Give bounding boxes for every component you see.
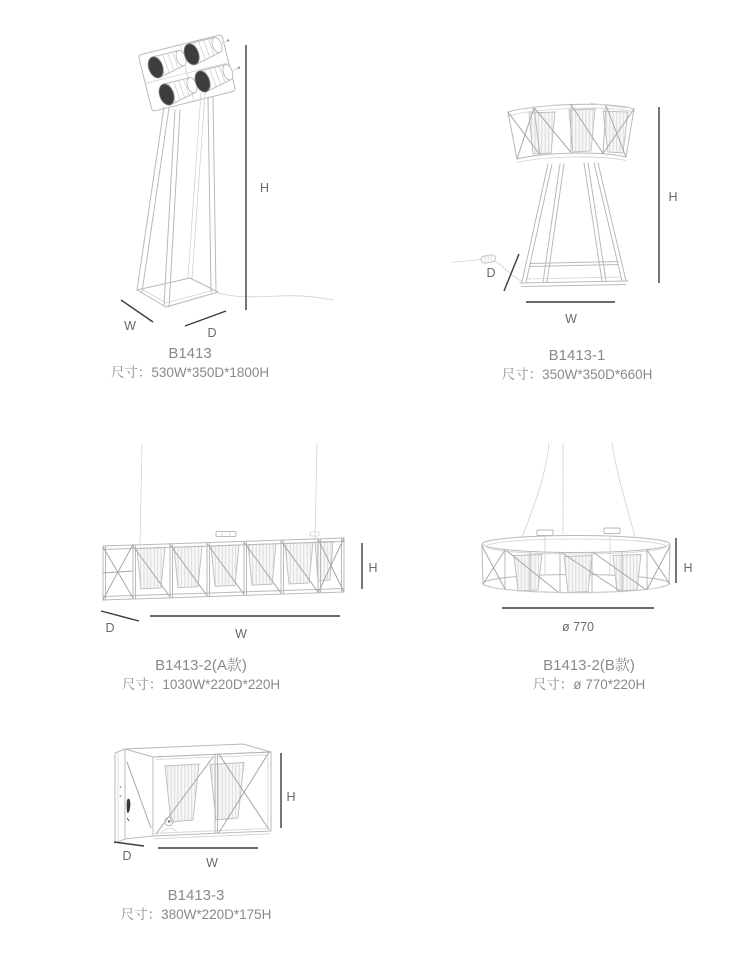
suspension-wires <box>140 443 317 544</box>
floor-lamp-head <box>138 29 247 112</box>
depth-dim-label: D <box>122 849 132 863</box>
size-label: 尺寸：350W*350D*660H <box>501 367 653 382</box>
table-lamp-drawing <box>430 88 690 340</box>
height-dim-label: H <box>683 561 693 575</box>
pleated-shades <box>165 763 244 823</box>
box-frame <box>125 744 271 839</box>
wall-lamp-drawing <box>80 730 310 882</box>
dark-marking <box>127 799 131 813</box>
depth-dimension-line <box>504 254 519 291</box>
linear-pendant-drawing <box>85 430 385 645</box>
model-label: B1413-3 <box>167 887 225 904</box>
depth-dimension-line <box>114 842 144 846</box>
model-label: B1413-1 <box>548 347 606 364</box>
width-dim-label: W <box>206 856 218 870</box>
model-label: B1413-2(B款) <box>543 657 635 674</box>
suspension-wires <box>522 443 635 538</box>
product-caption <box>437 346 717 384</box>
width-dim-label: W <box>565 312 577 326</box>
height-dim-label: H <box>368 561 378 575</box>
power-cable <box>218 293 333 300</box>
floor-lamp-drawing <box>55 18 355 340</box>
round-pendant-drawing <box>425 428 720 645</box>
height-dim-label: H <box>286 790 296 804</box>
wall-mount-plate <box>115 749 130 843</box>
depth-dimension-line <box>185 311 226 326</box>
depth-dim-label: D <box>207 326 217 340</box>
model-label: B1413-2(A款) <box>155 657 247 674</box>
size-label: 尺寸：530W*350D*1800H <box>110 365 270 380</box>
height-dim-label: H <box>668 190 678 204</box>
size-label: 尺寸：1030W*220D*220H <box>121 677 281 692</box>
table-lamp-legs <box>520 163 628 287</box>
width-dim-label: W <box>235 627 247 641</box>
model-label: B1413 <box>168 345 212 362</box>
diameter-dim-label: ø 770 <box>562 620 594 634</box>
size-label: 尺寸：380W*220D*175H <box>120 907 272 922</box>
size-label: 尺寸：ø 770*220H <box>532 677 646 692</box>
product-caption <box>449 656 729 694</box>
depth-dimension-line <box>101 611 139 621</box>
product-caption <box>50 344 330 382</box>
product-caption <box>56 886 336 924</box>
depth-dim-label: D <box>486 266 496 280</box>
depth-dim-label: D <box>105 621 115 635</box>
product-caption <box>61 656 341 694</box>
floor-lamp-legs <box>137 93 216 307</box>
width-dim-label: W <box>124 319 136 333</box>
height-dim-label: H <box>260 181 270 195</box>
